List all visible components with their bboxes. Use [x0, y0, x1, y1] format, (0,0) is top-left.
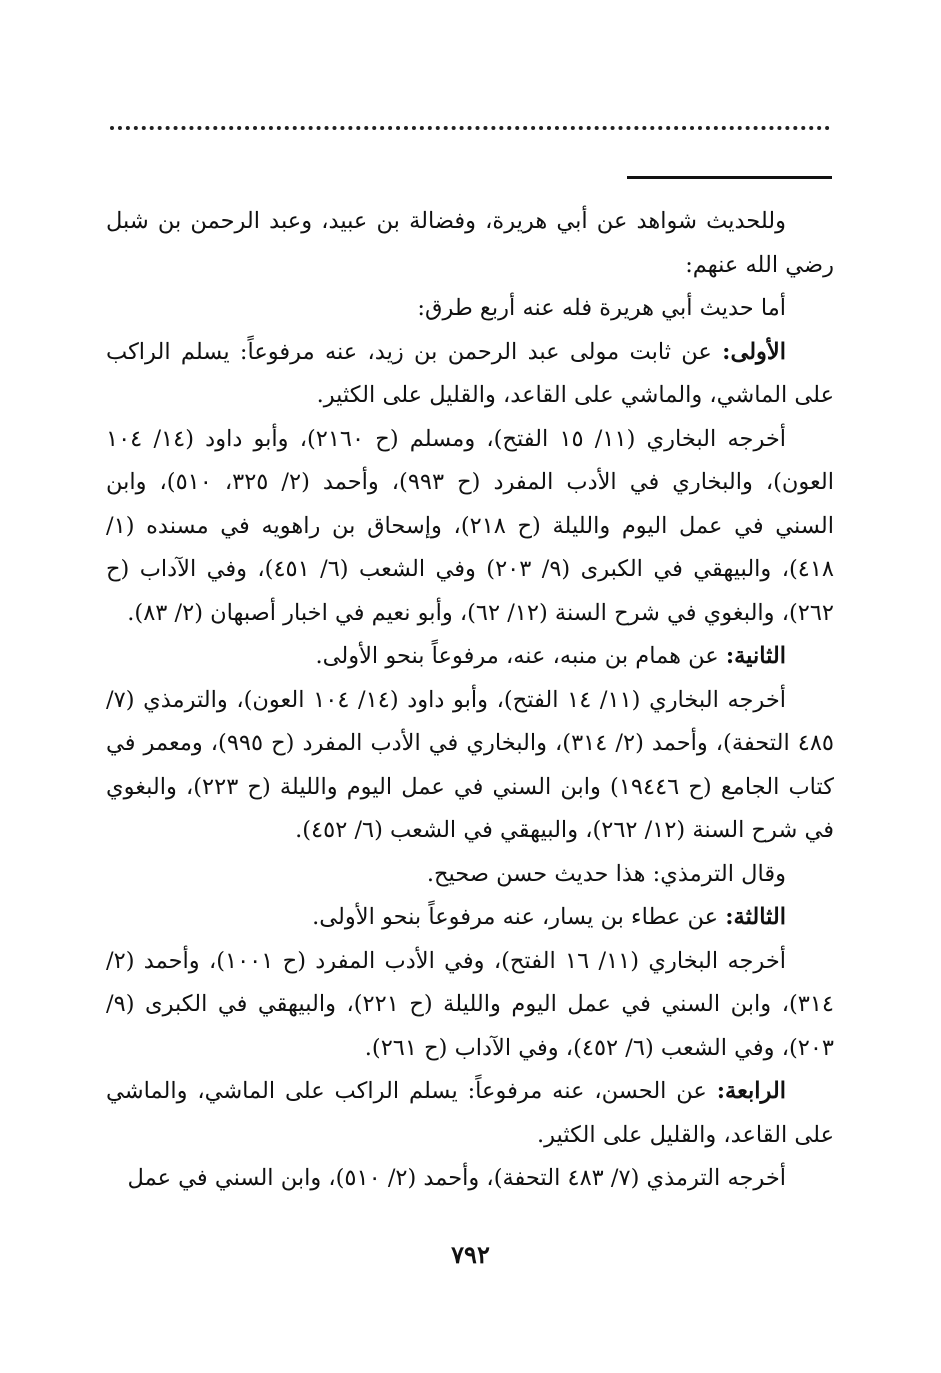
- footnote-rule: [627, 176, 832, 179]
- paragraph-tirmidhi-verdict: وقال الترمذي: هذا حديث حسن صحيح.: [426, 860, 786, 887]
- paragraph-takhrij-first: أخرجه البخاري (١١/ ١٥ الفتح)، ومسلم (ح ٢١٦٠)، وأبو داود (١٤/ ١٠٤ العون)، والبخاري في الأدب المفرد (ح ٩٩٣)، وأحمد (٢/ ٣٢٥، ٥١٠)، وابن السني في عمل اليوم والليلة (ح ٢١٨)، وإسحاق بن راهويه في مسنده (١/ ٤١٨)، والبيهقي في الكبرى (٩/ ٢٠٣) وفي الشعب (٦/ ٤٥١)، وفي الآداب (ح ٢٦٢)، والبغوي في شرح السنة (١٢/ ٦٢)، وأبو نعيم في اخبار أصبهان (٢/ ٨٣).: [106, 425, 835, 626]
- paragraph-takhrij-fourth: أخرجه الترمذي (٧/ ٤٨٣ التحفة)، وأحمد (٢/ ٥١٠)، وابن السني في عمل: [127, 1165, 786, 1191]
- paragraph-route-second: الثانية: عن همام بن منبه، عنه، مرفوعاً بنحو الأولى.: [315, 643, 786, 669]
- paragraph-takhrij-third: أخرجه البخاري (١١/ ١٦ الفتح)، وفي الأدب المفرد (ح ١٠٠١)، وأحمد (٢/ ٣١٤)، وابن السني في عمل اليوم والليلة (ح ٢٢١)، والبيهقي في الكبرى (٩/ ٢٠٣)، وفي الشعب (٦/ ٤٥٢)، وفي الآداب (ح ٢٦١).: [106, 947, 834, 1061]
- paragraph-route-first: الأولى: عن ثابت مولى عبد الرحمن بن زيد، عنه مرفوعاً: يسلم الراكب على الماشي، والماشي على القاعد، والقليل على الكثير.: [106, 338, 834, 408]
- paragraph-abu-hurayra-routes: أما حديث أبي هريرة فله عنه أربع طرق:: [417, 295, 786, 321]
- paragraph-route-fourth: الرابعة: عن الحسن، عنه مرفوعاً: يسلم الراكب على الماشي، والماشي على القاعد، والقليل على الكثير.: [106, 1078, 834, 1148]
- route-label-second: الثانية:: [725, 643, 786, 669]
- route-label-first: الأولى:: [722, 338, 787, 365]
- paragraph-takhrij-second: أخرجه البخاري (١١/ ١٤ الفتح)، وأبو داود (١٤/ ١٠٤ العون)، والترمذي (٧/ ٤٨٥ التحفة)، وأحمد (٢/ ٣١٤)، والبخاري في الأدب المفرد (ح ٩٩٥)، ومعمر في كتاب الجامع (ح ١٩٤٤٦) وابن السني في عمل اليوم والليلة (ح ٢٢٣)، والبغوي في شرح السنة (١٢/ ٢٦٢)، والبيهقي في الشعب (٦/ ٤٥٢).: [106, 686, 835, 843]
- page-number: ٧٩٢: [451, 1240, 490, 1269]
- route-label-third: الثالثة:: [725, 904, 786, 930]
- route-label-fourth: الرابعة:: [716, 1078, 786, 1104]
- dotted-separator: [110, 126, 830, 130]
- paragraph-intro: وللحديث شواهد عن أبي هريرة، وفضالة بن عبيد، وعبد الرحمن بن شبل رضي الله عنهم:: [106, 208, 834, 278]
- paragraph-route-third: الثالثة: عن عطاء بن يسار، عنه مرفوعاً بنحو الأولى.: [312, 904, 786, 930]
- body-text: [106, 200, 834, 1201]
